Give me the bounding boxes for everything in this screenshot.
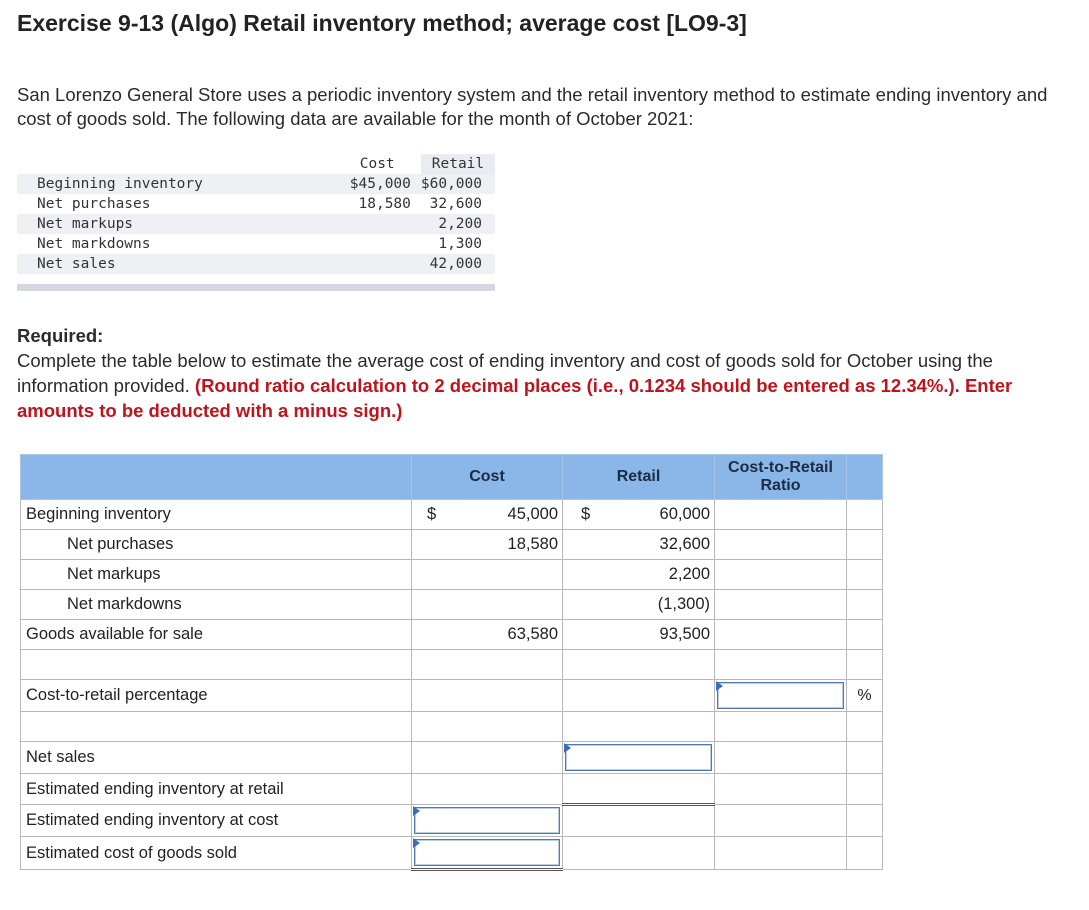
- given-row: [17, 194, 495, 214]
- retail-currency: $: [581, 505, 591, 523]
- given-row-retail: 42,000: [421, 254, 495, 274]
- beginning-inventory-retail: 60,000: [659, 505, 710, 523]
- input-marker-icon: [413, 806, 420, 816]
- given-row-label: Net sales: [17, 254, 314, 274]
- given-row-cost: [314, 214, 421, 234]
- input-marker-icon: [716, 681, 723, 691]
- net-purchases-retail: 32,600: [563, 530, 715, 560]
- row-label-net-sales: Net sales: [21, 742, 412, 774]
- table-row: [21, 680, 883, 712]
- est-ending-inventory-cost-input[interactable]: [414, 807, 560, 834]
- table-row: [21, 500, 883, 530]
- exercise-title: Exercise 9-13 (Algo) Retail inventory method; average cost [LO9-3]: [17, 10, 747, 36]
- beginning-inventory-cost: 45,000: [507, 505, 558, 523]
- table-row: [21, 742, 883, 774]
- given-row-cost: $45,000: [314, 174, 421, 194]
- row-label-net-markdowns: Net markdowns: [21, 590, 412, 620]
- table-row: [21, 620, 883, 650]
- rounding-instruction: (Round ratio calculation to 2 decimal places (i.e., 0.1234 should be entered as 12.34%.). Enter amounts to be deducted with a minus sign.): [17, 375, 1013, 421]
- est-ending-retail-cell: [563, 774, 715, 805]
- row-label-est-cogs: Estimated cost of goods sold: [21, 837, 412, 870]
- goods-available-retail: 93,500: [563, 620, 715, 650]
- required-text: Complete the table below to estimate the average cost of ending inventory and cost of goods sold for October using the information provided.: [17, 350, 993, 396]
- ratio-column-header: Cost-to-Retail Ratio: [715, 455, 847, 500]
- cost-to-retail-ratio-input[interactable]: [717, 682, 844, 709]
- given-row-cost: [314, 234, 421, 254]
- row-label-beginning-inventory: Beginning inventory: [21, 500, 412, 530]
- table-row: [21, 712, 883, 742]
- net-markups-retail: 2,200: [563, 560, 715, 590]
- row-label-net-purchases: Net purchases: [21, 530, 412, 560]
- table-row: [21, 805, 883, 837]
- cost-currency: $: [427, 505, 437, 523]
- given-row: [17, 234, 495, 254]
- given-row-retail: 32,600: [429, 196, 482, 212]
- worksheet-table: [20, 454, 883, 871]
- net-markdowns-retail: (1,300): [563, 590, 715, 620]
- row-label-est-ending-cost: Estimated ending inventory at cost: [21, 805, 412, 837]
- row-label-est-ending-retail: Estimated ending inventory at retail: [21, 774, 412, 805]
- required-heading: Required:: [17, 325, 104, 346]
- given-table-bottom-bar: [17, 284, 495, 291]
- given-row-label: Net markdowns: [37, 236, 151, 252]
- intro-text: San Lorenzo General Store uses a periodic inventory system and the retail inventory method to estimate ending inventory and cost of goods sold. The following data are available for the month of October 2021:: [17, 84, 1048, 129]
- given-data-panel: [17, 154, 495, 291]
- table-row: [21, 530, 883, 560]
- given-row-label: Beginning inventory: [17, 174, 314, 194]
- given-row-retail: 1,300: [438, 236, 482, 252]
- table-row: [21, 650, 883, 680]
- percent-sign: %: [847, 680, 883, 712]
- given-row: [17, 254, 495, 274]
- table-row: [21, 560, 883, 590]
- given-retail-header: Retail: [421, 154, 495, 174]
- table-row: [21, 590, 883, 620]
- net-purchases-cost: 18,580: [412, 530, 563, 560]
- row-label-cost-to-retail: Cost-to-retail percentage: [21, 680, 412, 712]
- input-marker-icon: [413, 838, 420, 848]
- est-cogs-input[interactable]: [414, 839, 560, 866]
- given-row-retail: 2,200: [421, 214, 495, 234]
- given-row-cost: 18,580: [358, 196, 411, 212]
- required-section: [17, 323, 1079, 423]
- given-row: [17, 214, 495, 234]
- given-row: [17, 174, 495, 194]
- table-row: [21, 837, 883, 870]
- given-data-table: [17, 154, 495, 274]
- given-row-label: Net markups: [17, 214, 314, 234]
- row-label-net-markups: Net markups: [21, 560, 412, 590]
- given-row-cost: [314, 254, 421, 274]
- net-sales-retail-input[interactable]: [565, 744, 712, 771]
- input-marker-icon: [564, 743, 571, 753]
- goods-available-cost: 63,580: [412, 620, 563, 650]
- given-row-retail: $60,000: [421, 174, 495, 194]
- cost-column-header: Cost: [412, 455, 563, 500]
- given-row-label: Net purchases: [37, 196, 151, 212]
- retail-column-header: Retail: [563, 455, 715, 500]
- given-cost-header: Cost: [359, 156, 395, 172]
- table-row: [21, 774, 883, 805]
- worksheet-header-row: [21, 455, 883, 500]
- row-label-goods-available: Goods available for sale: [21, 620, 412, 650]
